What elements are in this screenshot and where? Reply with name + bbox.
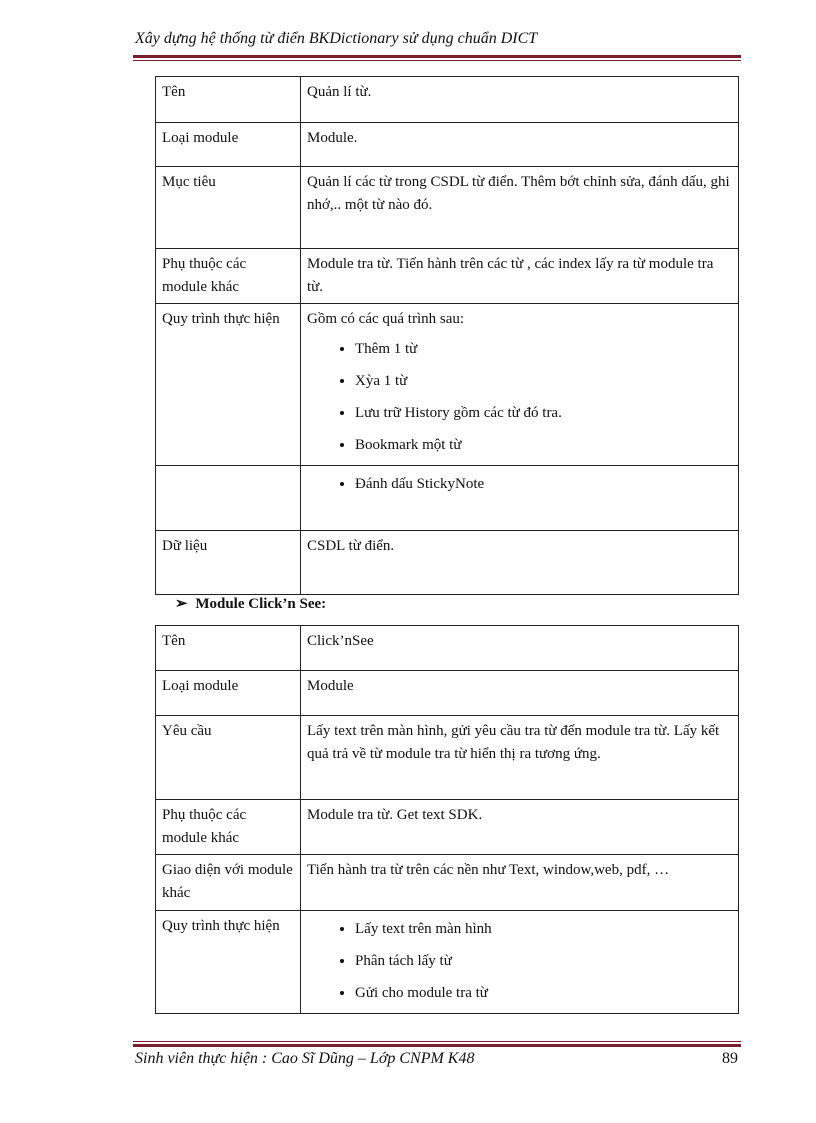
row-label: Quy trình thực hiện: [156, 911, 301, 1014]
row-label: Giao diện với module khác: [156, 855, 301, 911]
process-intro: Gồm có các quá trình sau:: [307, 311, 465, 327]
list-item: • Lưu trữ History gồm các từ đó tra.: [355, 397, 732, 429]
process-list: [307, 913, 732, 1009]
row-value: Module: [301, 671, 739, 716]
table-row: [156, 911, 739, 1014]
row-label: [156, 466, 301, 531]
table-row: [156, 855, 739, 911]
row-value: Quản lí các từ trong CSDL từ điển. Thêm bớt chỉnh sửa, đánh dấu, ghi nhớ,.. một từ nào đó.: [301, 167, 739, 249]
table-row: [156, 531, 739, 595]
row-value: Module.: [301, 123, 739, 167]
module-table-quan-li-tu: [155, 76, 739, 595]
row-value: Tiến hành tra từ trên các nền như Text, window,web, pdf, …: [301, 855, 739, 911]
table-row: [156, 626, 739, 671]
row-label: Phụ thuộc các module khác: [156, 249, 301, 304]
table-row: [156, 716, 739, 800]
row-label: Yêu cầu: [156, 716, 301, 800]
table-row: [156, 800, 739, 855]
table-row: [156, 304, 739, 466]
row-label: Tên: [156, 626, 301, 671]
table-row: [156, 671, 739, 716]
module-table-clicknsee: [155, 625, 739, 1014]
page-number: 89: [722, 1050, 738, 1067]
footer-author: Sinh viên thực hiện : Cao Sĩ Dũng – Lớp CNPM K48: [135, 1050, 475, 1067]
table-row: [156, 466, 739, 531]
row-label: Loại module: [156, 123, 301, 167]
table-row: [156, 249, 739, 304]
section-heading: [175, 594, 326, 613]
row-value: CSDL từ điển.: [301, 531, 739, 595]
row-label: Phụ thuộc các module khác: [156, 800, 301, 855]
table-row: [156, 123, 739, 167]
table-row: [156, 167, 739, 249]
row-label: Tên: [156, 77, 301, 123]
list-item: • Thêm 1 từ: [355, 333, 732, 365]
row-value: [301, 466, 739, 531]
process-list: [307, 468, 732, 500]
row-value: Lấy text trên màn hình, gửi yêu cầu tra từ đến module tra từ. Lấy kết quả trả về từ module tra từ hiển thị ra tương ứng.: [301, 716, 739, 800]
row-value: Quản lí từ.: [301, 77, 739, 123]
footer-rule: [133, 1041, 741, 1047]
row-label: Loại module: [156, 671, 301, 716]
row-label: Quy trình thực hiện: [156, 304, 301, 466]
list-item: • Lấy text trên màn hình: [355, 913, 732, 945]
row-value: [301, 304, 739, 466]
list-item: • Xỳa 1 từ: [355, 365, 732, 397]
list-item: • Đánh dấu StickyNote: [355, 468, 732, 500]
row-value: [301, 911, 739, 1014]
table-row: [156, 77, 739, 123]
row-value: Click’nSee: [301, 626, 739, 671]
row-label: Mục tiêu: [156, 167, 301, 249]
list-item: • Bookmark một từ: [355, 429, 732, 461]
header-rule: [133, 55, 741, 61]
list-item: • Gửi cho module tra từ: [355, 977, 732, 1009]
list-item: • Phân tách lấy từ: [355, 945, 732, 977]
row-label: Dữ liệu: [156, 531, 301, 595]
row-value: Module tra từ. Get text SDK.: [301, 800, 739, 855]
row-value: Module tra từ. Tiến hành trên các từ , các index lấy ra từ module tra từ.: [301, 249, 739, 304]
section-title: Module Click’n See:: [195, 596, 327, 612]
arrow-bullet-icon: ➢: [175, 596, 188, 612]
process-list: [307, 333, 732, 461]
page-header-title: Xây dựng hệ thống từ điển BKDictionary sử dụng chuẩn DICT: [135, 30, 538, 47]
